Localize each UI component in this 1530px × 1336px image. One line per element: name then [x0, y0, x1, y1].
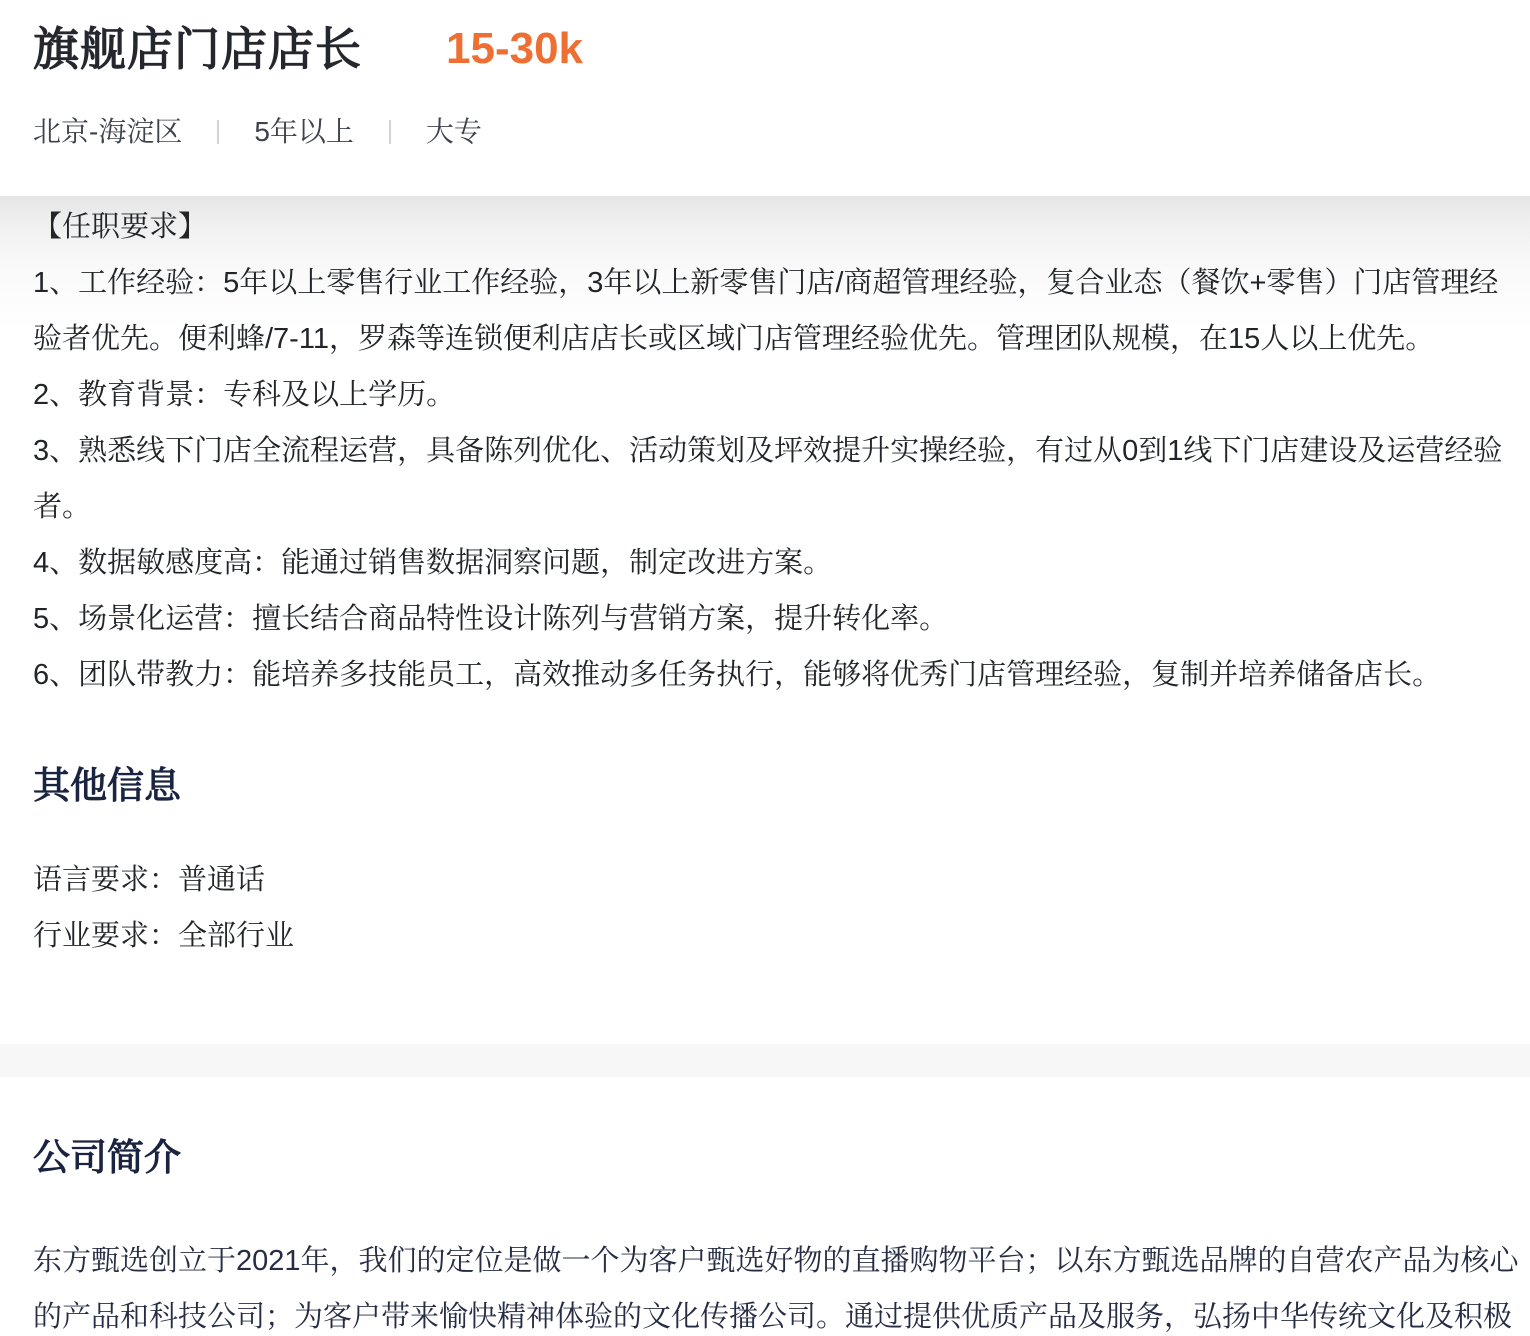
language-requirement: 语言要求：普通话 [33, 864, 266, 896]
meta-divider [217, 120, 219, 144]
other-info-heading: 其他信息 [33, 765, 181, 806]
requirement-line: 6、团队带教力：能培养多技能员工，高效推动多任务执行，能够将优秀门店管理经验，复制并培养储备店长。 [33, 659, 1442, 691]
company-section [0, 1077, 1530, 1336]
requirement-line: 1、工作经验：5年以上零售行业工作经验，3年以上新零售门店/商超管理经验，复合业态（餐饮+零售）门店管理经 [33, 267, 1499, 299]
job-requirements-section [0, 196, 1530, 1044]
requirements-title: 【任职要求】 [33, 211, 208, 243]
requirement-line: 者。 [33, 491, 92, 523]
job-meta-row [33, 116, 1496, 148]
requirement-line: 2、教育背景：专科及以上学历。 [33, 379, 456, 411]
company-intro [33, 1233, 1519, 1336]
job-location: 北京-海淀区 [33, 116, 183, 147]
job-title: 旗舰店门店店长 [33, 23, 362, 75]
company-heading: 公司简介 [33, 1137, 181, 1178]
job-salary: 15-30k [446, 24, 584, 73]
job-title-row [33, 0, 1496, 74]
requirement-line: 验者优先。便利蜂/7-11，罗森等连锁便利店店长或区域门店管理经验优先。管理团队规模，在15人以上优先。 [33, 323, 1435, 355]
job-experience: 5年以上 [254, 116, 354, 147]
other-info-block [33, 852, 1497, 964]
section-divider-band [0, 1044, 1530, 1077]
meta-divider [389, 120, 391, 144]
industry-requirement: 行业要求：全部行业 [33, 920, 295, 952]
company-intro-line: 的产品和科技公司；为客户带来愉快精神体验的文化传播公司。通过提供优质产品及服务，弘扬中华传统文化及积极 [33, 1301, 1513, 1333]
requirement-line: 4、数据敏感度高：能通过销售数据洞察问题，制定改进方案。 [33, 547, 833, 579]
job-education: 大专 [425, 116, 482, 147]
job-requirements-text [33, 199, 1503, 703]
requirement-line: 5、场景化运营：擅长结合商品特性设计陈列与营销方案，提升转化率。 [33, 603, 949, 635]
company-intro-line: 东方甄选创立于2021年，我们的定位是做一个为客户甄选好物的直播购物平台；以东方甄选品牌的自营农产品为核心 [33, 1245, 1519, 1277]
job-header [0, 0, 1530, 196]
requirement-line: 3、熟悉线下门店全流程运营，具备陈列优化、活动策划及坪效提升实操经验，有过从0到1线下门店建设及运营经验 [33, 435, 1503, 467]
